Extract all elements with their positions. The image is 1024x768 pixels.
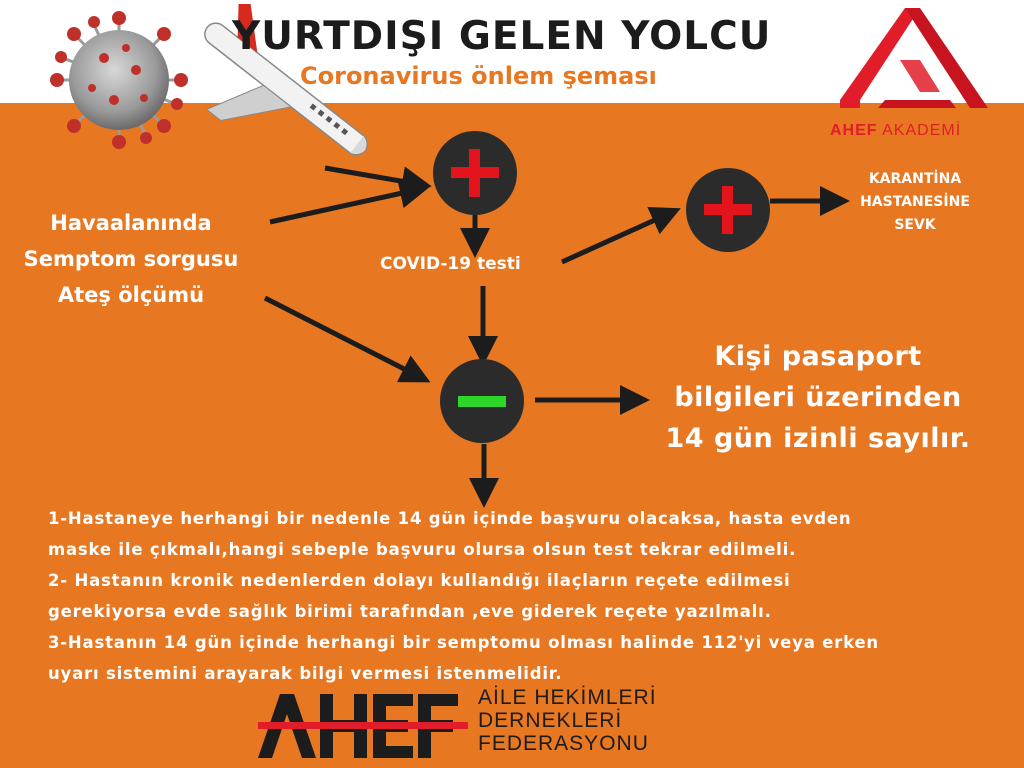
covid-test-label: COVID-19 testi: [380, 254, 521, 274]
note-line: uyarı sistemini arayarak bilgi vermesi istenmelidir.: [48, 664, 563, 683]
ahef-logo: [258, 688, 468, 760]
arrow-screening-to-negative: [265, 298, 418, 376]
quarantine-positive-node: [686, 168, 770, 252]
akademi-brand-text: AHEF AKADEMİ: [830, 122, 962, 139]
note-line: 3-Hastanın 14 gün içinde herhangi bir semptomu olması halinde 112'yi veya erken: [48, 633, 879, 652]
note-line: 2- Hastanın kronik nedenlerden dolayı kullandığı ilaçların reçete edilmesi: [48, 571, 791, 590]
note-line: gerekiyorsa evde sağlık birimi tarafından ,eve giderek reçete yazılmalı.: [48, 602, 772, 621]
instructions-list: [48, 503, 1008, 689]
negative-outcome-text: Kişi pasaport bilgileri üzerinden 14 gün izinli sayılır.: [665, 341, 971, 454]
note-line: maske ile çıkmalı,hangi sebeple başvuru olursa olsun test tekrar edilmeli.: [48, 540, 797, 559]
page-title: YURTDIŞI GELEN YOLCU: [232, 14, 772, 59]
negative-node: [440, 359, 524, 443]
arrow-plane-to-positive: [325, 168, 418, 184]
positive-node: [433, 131, 517, 215]
quarantine-referral-text: KARANTİNA HASTANESİNE SEVK: [860, 171, 970, 233]
airport-screening-text: Havaalanında Semptom sorgusu Ateş ölçümü: [23, 211, 239, 307]
page-subtitle: Coronavirus önlem şeması: [300, 62, 657, 90]
arrow-screening-to-positive: [270, 190, 416, 222]
note-line: 1-Hastaneye herhangi bir nedenle 14 gün içinde başvuru olacaksa, hasta evden: [48, 509, 852, 528]
arrow-test-to-quarantine: [562, 214, 668, 262]
federation-name: AİLE HEKİMLERİ DERNEKLERİ FEDERASYONU: [478, 686, 657, 755]
